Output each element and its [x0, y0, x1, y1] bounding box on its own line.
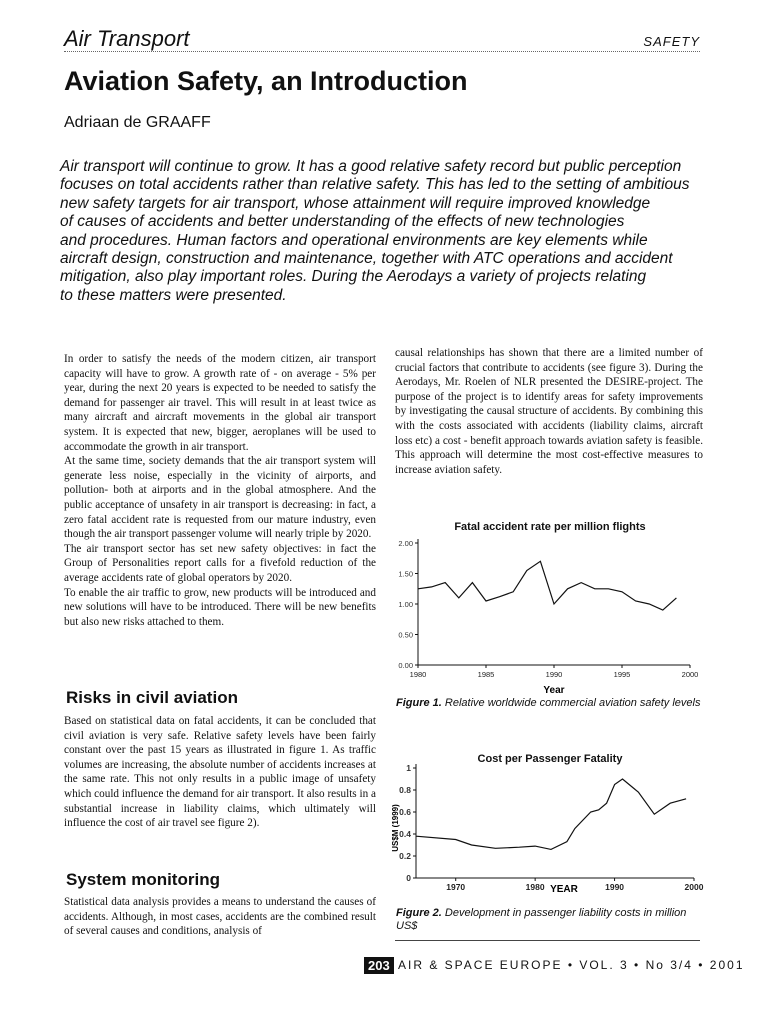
y-tick-label: 0.00 — [398, 661, 413, 670]
abstract-line: aircraft design, construction and maintenance, together with ATC operations and accident — [60, 250, 673, 268]
figure1-caption — [396, 697, 701, 710]
y-tick-label: 0.2 — [399, 851, 411, 861]
abstract-line: Air transport will continue to grow. It has a good relative safety record but public perception — [60, 158, 682, 175]
section-heading-risks: Risks in civil aviation — [66, 688, 238, 707]
y-tick-label: 1.00 — [398, 600, 413, 609]
body-paragraph: causal relationships has shown that there are a limited number of crucial factors that contribute to accidents (see figure 3). During the Aerodays, Mr. Roelen of NLR presented the DESIRE-project. The purpose of the project is to identify areas for safety improvements by investigating the causal structure of accidents. By combining this with the costs associated with accidents (liability claims, aircraft loss etc) a cost - benefit approach towards aviation safety is feasible. This approach will determine the most cost-effective measures to increase aviation safety. — [395, 347, 703, 476]
y-tick-label: 1 — [406, 763, 411, 773]
cost-per-fatality-chart — [384, 758, 706, 904]
chart1-title: Fatal accident rate per million flights — [454, 521, 646, 533]
x-tick-label: 1970 — [446, 882, 466, 892]
abstract-line: mitigation, also play important roles. During the Aerodays a variety of projects relating — [60, 268, 647, 286]
x-axis-label: Year — [543, 685, 565, 696]
section-name: Air Transport — [64, 26, 190, 51]
body-paragraph: At the same time, society demands that the air transport system will generate less noise, especially in the vicinity of airports, and pollution- both at airports and in the global atmosphere. And the public acceptance of unsafety in air transport is decreasing: in fact, a zero fatal accident rate is requested from our mature industry, even though the air transport passenger volume will nearly triple by 2020. — [64, 455, 376, 541]
series-line — [418, 561, 676, 610]
y-tick-label: 1.50 — [398, 569, 413, 579]
figure1-label: Figure 1. — [396, 697, 442, 709]
x-tick-label: 1985 — [477, 670, 495, 679]
y-tick-label: 2.00 — [398, 539, 413, 548]
figure2-label: Figure 2. — [396, 907, 442, 919]
x-tick-label: 1995 — [613, 670, 631, 679]
body-paragraph: Based on statistical data on fatal accidents, it can be concluded that civil aviation is very safe. Relative safety levels have been fairly constant over the past 15 years as illustrated in figure 1. As traffic volumes are increasing, the absolute number of accidents increases at the same rate. This not only results in a public image of unsafety which could influence the demand for air transport. It also results in a substantial increase in liability claims, which ultimately will influence the cost of air travel see figure 2). — [64, 715, 376, 830]
y-tick-label: 0.50 — [398, 630, 413, 640]
article-author: Adriaan de GRAAFF — [64, 114, 211, 131]
abstract-line: and procedures. Human factors and operational environments are key elements while — [60, 231, 648, 249]
body-column-right — [395, 346, 703, 477]
article-title: Aviation Safety, an Introduction — [64, 66, 468, 96]
fatal-accident-rate-chart — [372, 535, 706, 697]
x-tick-label: 1990 — [605, 882, 625, 892]
page-number: 203 — [364, 957, 394, 974]
body-column-risks — [64, 714, 376, 831]
footer-divider — [395, 940, 700, 941]
x-tick-label: 2000 — [681, 670, 699, 679]
figure1-caption-text: Relative worldwide commercial aviation safety levels — [444, 697, 701, 709]
y-tick-label: 0 — [406, 873, 411, 883]
abstract-line: new safety targets for air transport, whose attainment will require improved knowledge — [60, 194, 651, 212]
x-tick-label: 1990 — [545, 670, 563, 679]
figure2-caption-text: Development in passenger liability costs in million US$ — [396, 907, 687, 932]
body-paragraph: In order to satisfy the needs of the modern citizen, air transport capacity will have to grow. A growth rate of - on average - 5% per year, during the next 20 years is expected to be needed to satisfy the demand for passenger air travel. This will result in at least twice as many aircraft and aircraft movements in the global air transport system. It is expected that new, bigger, aeroplanes will be used to accommodate the growth in air transport. — [64, 353, 376, 453]
y-axis-label: US$M (1999) — [391, 804, 400, 852]
body-paragraph: The air transport sector has set new safety objectives: in fact the Group of Personalities report calls for a fivefold reduction of the average accidents rate of global operators by 2020. — [64, 542, 376, 584]
x-axis-label: YEAR — [550, 884, 578, 895]
abstract — [60, 158, 710, 305]
body-paragraph: Statistical data analysis provides a means to understand the causes of accidents. Although, in most cases, accidents are the combined result of several causes and conditions, analysis of — [64, 896, 376, 938]
x-tick-label: 1980 — [525, 882, 545, 892]
abstract-line: to these matters were presented. — [60, 286, 287, 304]
x-tick-label: 1980 — [409, 670, 427, 679]
y-tick-label: 0.4 — [399, 829, 411, 839]
abstract-line: focuses on total accidents rather than relative safety. This has led to the setting of ambitious — [60, 176, 690, 194]
body-column-monitoring — [64, 895, 376, 939]
y-tick-label: 0.8 — [399, 785, 411, 795]
series-line — [416, 779, 686, 849]
header-divider — [64, 51, 700, 52]
journal-info: AIR & SPACE EUROPE • VOL. 3 • No 3/4 • 2001 — [398, 958, 745, 972]
body-column-left — [64, 352, 376, 629]
chart2-title: Cost per Passenger Fatality — [477, 753, 623, 765]
category-label: SAFETY — [643, 34, 700, 49]
body-paragraph: To enable the air traffic to grow, new products will be introduced and new solutions will have to be introduced. There will be new benefits but also new risks attached to them. — [64, 586, 376, 628]
x-tick-label: 2000 — [684, 882, 704, 892]
y-tick-label: 0.6 — [399, 807, 411, 817]
section-heading-monitoring: System monitoring — [66, 870, 220, 889]
figure2-caption — [396, 907, 701, 933]
abstract-line: of causes of accidents and better understanding of the effects of new technologies — [60, 213, 625, 231]
